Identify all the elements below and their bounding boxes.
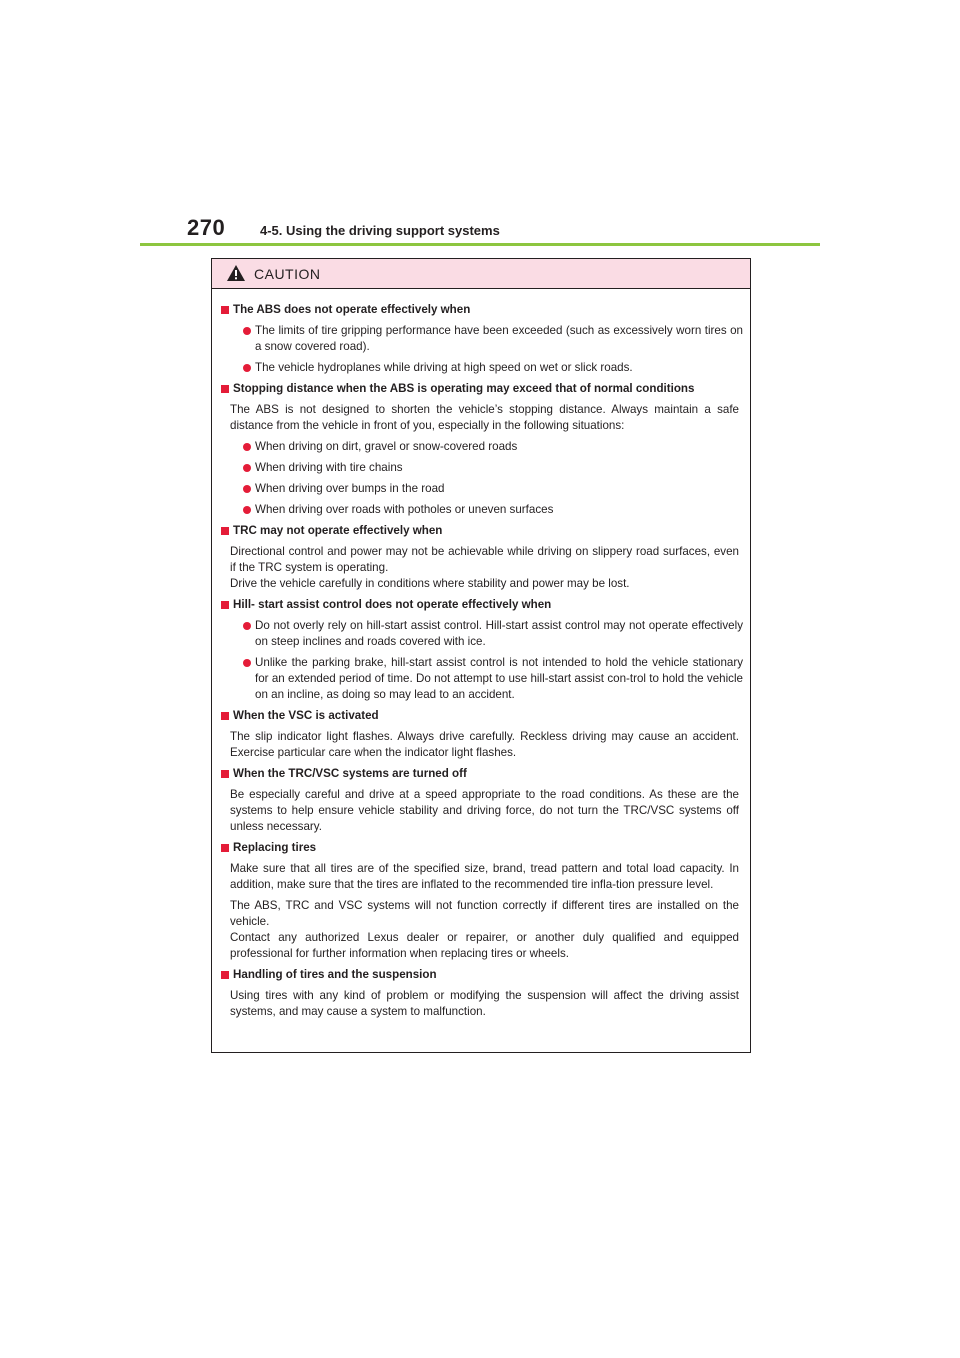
paragraph: Make sure that all tires are of the specified size, brand, tread pattern and total load capacity. In addition, make sure that the tires are inflated to the recommended tire infla-tion pressure level.: [230, 862, 739, 891]
section-heading: The ABS does not operate effectively when: [221, 302, 743, 318]
section-title: 4-5. Using the driving support systems: [260, 223, 500, 238]
paragraph: The ABS is not designed to shorten the vehicle’s stopping distance. Always maintain a safe distance from the vehicle in front of you, especially in the following situations:: [230, 403, 739, 432]
section-heading: Handling of tires and the suspension: [221, 967, 743, 983]
bullet-item: The limits of tire gripping performance have been exceeded (such as excessively worn tires on a snow covered road).: [243, 323, 743, 355]
red-square-icon: [221, 770, 229, 778]
red-dot-icon: [243, 327, 251, 335]
red-dot-icon: [243, 506, 251, 514]
section-heading: TRC may not operate effectively when: [221, 523, 743, 539]
red-dot-icon: [243, 622, 251, 630]
header-rule: [140, 243, 820, 246]
red-square-icon: [221, 385, 229, 393]
bullet-item: The vehicle hydroplanes while driving at high speed on wet or slick roads.: [243, 360, 743, 376]
caution-body: [212, 289, 750, 1020]
paragraph: The slip indicator light flashes. Always drive carefully. Reckless driving may cause an accident. Exercise particular care when the indicator light flashes.: [230, 730, 739, 759]
caution-label: CAUTION: [254, 266, 321, 282]
paragraph: Using tires with any kind of problem or modifying the suspension will affect the driving assist systems, and may cause a system to malfunction.: [230, 989, 739, 1018]
warning-triangle-icon: [226, 264, 246, 282]
red-square-icon: [221, 971, 229, 979]
section-heading: When the TRC/VSC systems are turned off: [221, 766, 743, 782]
bullet-item: When driving over roads with potholes or uneven surfaces: [243, 502, 743, 518]
section-heading: Hill- start assist control does not operate effectively when: [221, 597, 743, 613]
page-number: 270: [187, 215, 226, 240]
red-dot-icon: [243, 364, 251, 372]
bullet-item: Unlike the parking brake, hill-start assist control is not intended to hold the vehicle stationary for an extended period of time. Do not attempt to use hill-start assist con-trol to hold the vehicle on an incline, as doing so may lead to an accident.: [243, 655, 743, 703]
red-dot-icon: [243, 485, 251, 493]
section-heading: Replacing tires: [221, 840, 743, 856]
red-square-icon: [221, 306, 229, 314]
red-dot-icon: [243, 443, 251, 451]
bullet-item: Do not overly rely on hill-start assist control. Hill-start assist control may not operate effectively on steep inclines and roads covered with ice.: [243, 618, 743, 650]
paragraph: Directional control and power may not be achievable while driving on slippery road surfaces, even if the TRC system is operating. Drive the vehicle carefully in conditions where stability and power may be lost.: [230, 545, 739, 590]
caution-box: [211, 258, 751, 1053]
section-heading: When the VSC is activated: [221, 708, 743, 724]
section-heading: Stopping distance when the ABS is operating may exceed that of normal conditions: [221, 381, 743, 397]
red-dot-icon: [243, 464, 251, 472]
red-dot-icon: [243, 659, 251, 667]
bullet-item: When driving with tire chains: [243, 460, 743, 476]
red-square-icon: [221, 844, 229, 852]
caution-header: [212, 259, 750, 289]
red-square-icon: [221, 527, 229, 535]
bullet-item: When driving on dirt, gravel or snow-covered roads: [243, 439, 743, 455]
page-header: [0, 0, 960, 250]
red-square-icon: [221, 601, 229, 609]
paragraph: Be especially careful and drive at a speed appropriate to the road conditions. As these are the systems to help ensure vehicle stability and driving force, do not turn the TRC/VSC systems off unless necessary.: [230, 788, 739, 833]
red-square-icon: [221, 712, 229, 720]
bullet-item: When driving over bumps in the road: [243, 481, 743, 497]
paragraph: The ABS, TRC and VSC systems will not function correctly if different tires are installed on the vehicle. Contact any authorized Lexus dealer or repairer, or another duly qualified and equipped professional for further information when replacing tires or wheels.: [230, 899, 739, 960]
